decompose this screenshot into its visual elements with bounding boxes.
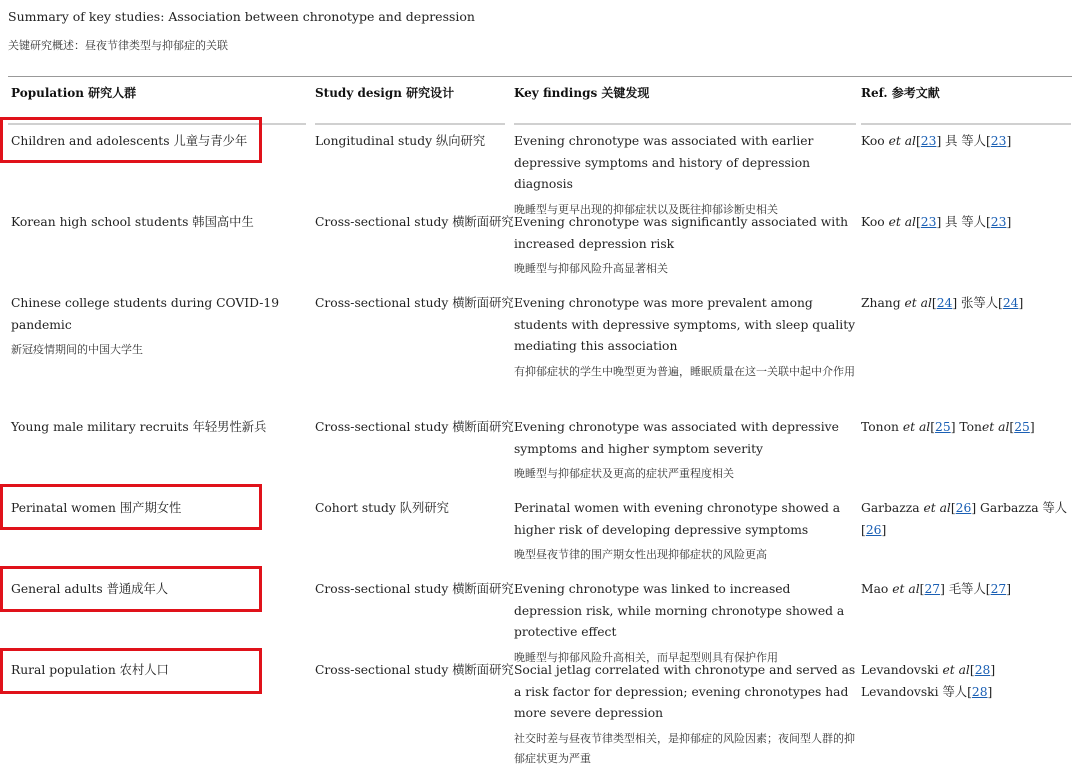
- population-cell: [11, 293, 306, 360]
- table-top-rule: [8, 76, 1072, 77]
- ref-link[interactable]: 26: [865, 522, 882, 537]
- ref-link[interactable]: 27: [990, 582, 1007, 596]
- finding-en-text: Perinatal women with evening chronotype showed a higher risk of developing depressive symptoms: [514, 501, 841, 537]
- population-cell: [11, 131, 306, 153]
- ref-etal: et al: [923, 501, 951, 515]
- reference-cell: Zhang et al[24] 张等人[24]: [861, 296, 1024, 310]
- ref-link[interactable]: 25: [935, 420, 951, 434]
- finding-en-text: Evening chronotype was more prevalent among students with depressive symptoms, with sleep quality mediating this association: [514, 296, 856, 353]
- ref-author-zh: 张等人: [957, 296, 998, 310]
- ref-link[interactable]: 25: [1014, 420, 1030, 434]
- header-underline: [861, 123, 1071, 125]
- population-cell: [11, 660, 306, 682]
- ref-link[interactable]: 27: [924, 582, 941, 596]
- ref-author: Zhang: [861, 296, 905, 310]
- population-text: Children and adolescents 儿童与青少年: [11, 134, 248, 148]
- study-design-text: Cross-sectional study 横断面研究: [315, 582, 514, 596]
- ref-link[interactable]: 23: [990, 134, 1007, 148]
- ref-etal: et al: [942, 663, 970, 677]
- study-design-text: Cross-sectional study 横断面研究: [315, 420, 514, 434]
- key-findings-cell: [514, 293, 856, 382]
- ref-link[interactable]: 23: [920, 215, 937, 229]
- population-text: Perinatal women 围产期女性: [11, 501, 182, 515]
- reference-cell: Garbazza et al[26] Garbazza 等人[26]: [861, 501, 1068, 537]
- ref-author: Levandovski: [861, 663, 943, 677]
- table-title-zh: 关键研究概述：昼夜节律类型与抑郁症的关联: [8, 39, 228, 52]
- header-underline: [514, 123, 856, 125]
- ref-author-zh: Levandovski 等人: [861, 684, 968, 699]
- ref-link[interactable]: 24: [1002, 296, 1019, 310]
- ref-etal: et al: [902, 420, 931, 434]
- study-design-cell: [315, 660, 514, 682]
- population-cell: [11, 417, 306, 439]
- key-findings-cell: [514, 579, 856, 668]
- ref-etal: et al: [981, 420, 1010, 434]
- ref-link[interactable]: 26: [955, 501, 972, 515]
- ref-link[interactable]: 28: [974, 663, 991, 677]
- reference-cell: Levandovski et al[28] Levandovski 等人[28]: [861, 663, 996, 699]
- ref-author: Koo: [861, 134, 889, 148]
- population-text: Young male military recruits 年轻男性新兵: [11, 420, 267, 434]
- ref-link[interactable]: 23: [920, 134, 937, 148]
- header-underline: [315, 123, 505, 125]
- study-design-text: Cross-sectional study 横断面研究: [315, 663, 514, 677]
- ref-etal: et al: [904, 296, 932, 310]
- finding-zh-text: 晚睡型与更早出现的抑郁症状以及既往抑郁诊断史相关: [514, 202, 778, 216]
- finding-zh-text: 晚睡型与抑郁症状及更高的症状严重程度相关: [514, 467, 734, 480]
- reference-cell: Tonon et al[25] Tonet al[25]: [861, 420, 1035, 434]
- ref-etal: et al: [888, 215, 916, 229]
- population-text: Chinese college students during COVID-19 pandemic: [11, 296, 280, 332]
- reference-cell: Koo et al[23] 具 等人[23]: [861, 215, 1012, 229]
- header-key-findings: Key findings 关键发现: [514, 86, 650, 100]
- study-design-cell: [315, 417, 514, 439]
- ref-link[interactable]: 23: [990, 215, 1007, 229]
- ref-etal: et al: [888, 134, 916, 148]
- finding-en-text: Evening chronotype was associated with earlier depressive symptoms and history of depression diagnosis: [514, 134, 814, 191]
- header-population: Population 研究人群: [11, 86, 137, 100]
- ref-etal: et al: [892, 582, 920, 596]
- reference-cell: Mao et al[27] 毛等人[27]: [861, 582, 1012, 596]
- finding-zh-text: 晚型昼夜节律的围产期女性出现抑郁症状的风险更高: [514, 548, 767, 561]
- study-design-cell: [315, 293, 514, 315]
- key-findings-cell: [514, 498, 856, 565]
- ref-link[interactable]: 24: [936, 296, 953, 310]
- ref-author: Mao: [861, 582, 893, 596]
- key-findings-cell: [514, 417, 856, 484]
- study-design-text: Longitudinal study 纵向研究: [315, 134, 486, 148]
- finding-zh-text: 有抑郁症状的学生中晚型更为普遍，睡眠质量在这一关联中起中介作用: [514, 364, 855, 378]
- ref-author-zh: 毛等人: [944, 582, 986, 596]
- finding-zh-text: 晚睡型与抑郁风险升高显著相关: [514, 262, 668, 275]
- study-design-cell: [315, 498, 505, 520]
- ref-author-zh: 具 等人: [941, 215, 986, 229]
- header-study-design: Study design 研究设计: [315, 86, 455, 100]
- table-title: Summary of key studies: Association between chronotype and depression: [8, 9, 475, 24]
- ref-author: Koo: [861, 215, 889, 229]
- finding-en-text: Evening chronotype was significantly associated with increased depression risk: [514, 215, 849, 251]
- ref-author-zh: Ton: [955, 420, 982, 434]
- study-design-cell: [315, 212, 514, 234]
- finding-en-text: Evening chronotype was linked to increased depression risk, while morning chronotype showed a protective effect: [514, 582, 845, 639]
- population-cell: [11, 498, 306, 520]
- header-ref: Ref. 参考文献: [861, 86, 940, 100]
- finding-en-text: Evening chronotype was associated with depressive symptoms and higher symptom severity: [514, 420, 839, 456]
- population-text: General adults 普通成年人: [11, 582, 169, 596]
- key-findings-cell: [514, 212, 856, 279]
- finding-zh-text: 晚睡型与抑郁风险升高相关，而早起型则具有保护作用: [514, 650, 778, 664]
- ref-author: Tonon: [861, 420, 903, 434]
- key-findings-cell: [514, 131, 856, 220]
- study-design-cell: [315, 131, 505, 153]
- population-cell: [11, 212, 306, 234]
- ref-author-zh: 具 等人: [941, 134, 986, 148]
- population-cell: [11, 579, 306, 601]
- study-design-text: Cross-sectional study 横断面研究: [315, 296, 514, 310]
- ref-author: Garbazza: [861, 501, 924, 515]
- header-underline: [8, 123, 306, 125]
- key-findings-cell: [514, 660, 856, 769]
- population-text: Rural population 农村人口: [11, 663, 169, 677]
- study-design-cell: [315, 579, 514, 601]
- population-text: Korean high school students 韩国高中生: [11, 215, 254, 229]
- finding-en-text: Social jetlag correlated with chronotype and served as a risk factor for depression; evening chronotypes had more severe depression: [514, 663, 856, 720]
- ref-link[interactable]: 28: [971, 684, 988, 699]
- reference-cell: Koo et al[23] 具 等人[23]: [861, 134, 1012, 148]
- population-zh-text: 新冠疫情期间的中国大学生: [11, 343, 143, 356]
- study-design-text: Cohort study 队列研究: [315, 501, 449, 515]
- study-design-text: Cross-sectional study 横断面研究: [315, 215, 514, 229]
- ref-author-zh: Garbazza 等人: [976, 501, 1068, 515]
- finding-zh-text: 社交时差与昼夜节律类型相关，是抑郁症的风险因素；夜间型人群的抑郁症状更为严重: [514, 731, 855, 765]
